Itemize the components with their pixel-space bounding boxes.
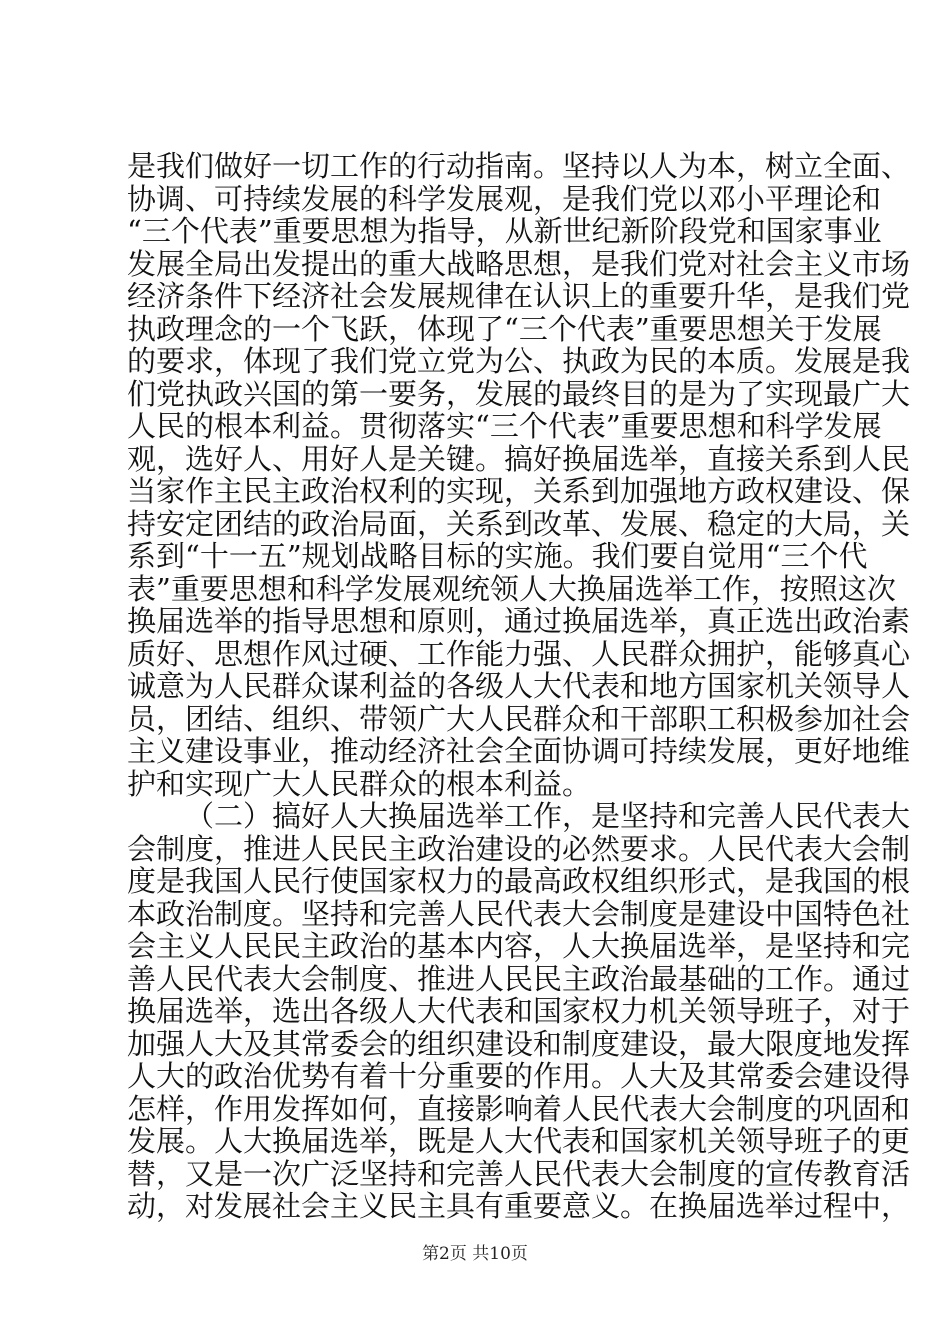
- text-line: 诚意为人民群众谋利益的各级人大代表和地方国家机关领导人: [127, 669, 911, 703]
- text-line: 质好、思想作风过硬、工作能力强、人民群众拥护，能够真心: [127, 636, 911, 671]
- text-line: 们党执政兴国的第一要务，发展的最终目的是为了实现最广大: [127, 376, 911, 411]
- text-line: “三个代表”重要思想为指导，从新世纪新阶段党和国家事业: [127, 214, 882, 248]
- page-footer: 第2页 共10页: [422, 1244, 528, 1264]
- text-line: 度是我国人民行使国家权力的最高政权组织形式，是我国的根: [127, 864, 911, 898]
- text-line: 人民的根本利益。贯彻落实“三个代表”重要思想和科学发展: [127, 409, 882, 443]
- text-line: 人大的政治优势有着十分重要的作用。人大及其常委会建设得: [127, 1059, 911, 1093]
- text-line: 执政理念的一个飞跃，体现了“三个代表”重要思想关于发展: [127, 311, 882, 346]
- text-line: 表”重要思想和科学发展观统领人大换届选举工作，按照这次: [127, 571, 896, 606]
- text-line: 会制度，推进人民民主政治建设的必然要求。人民代表大会制: [127, 831, 911, 866]
- paragraph-1: [127, 149, 911, 801]
- text-line: 会主义人民民主政治的基本内容，人大换届选举，是坚持和完: [127, 929, 911, 963]
- text-line: 换届选举的指导思想和原则，通过换届选举，真正选出政治素: [127, 604, 911, 638]
- text-line: 善人民代表大会制度、推进人民民主政治最基础的工作。通过: [127, 961, 911, 996]
- text-line: （二）搞好人大换届选举工作，是坚持和完善人民代表大: [185, 799, 911, 833]
- text-line: 持安定团结的政治局面，关系到改革、发展、稳定的大局，关: [127, 506, 911, 541]
- text-line: 加强人大及其常委会的组织建设和制度建设，最大限度地发挥: [127, 1026, 911, 1061]
- text-line: 本政治制度。坚持和完善人民代表大会制度是建设中国特色社: [127, 896, 911, 931]
- text-line: 当家作主民主政治权利的实现，关系到加强地方政权建设、保: [127, 474, 911, 508]
- text-line: 护和实现广大人民群众的根本利益。: [127, 766, 592, 801]
- document-body: [127, 149, 911, 1223]
- text-line: 发展。人大换届选举，既是人大代表和国家机关领导班子的更: [127, 1124, 911, 1158]
- text-line: 协调、可持续发展的科学发展观，是我们党以邓小平理论和: [127, 181, 882, 216]
- text-line: 动，对发展社会主义民主具有重要意义。在换届选举过程中，: [127, 1189, 911, 1223]
- text-line: 主义建设事业，推动经济社会全面协调可持续发展，更好地维: [127, 734, 911, 768]
- text-line: 观，选好人、用好人是关键。搞好换届选举，直接关系到人民: [127, 441, 911, 476]
- text-line: 怎样，作用发挥如何，直接影响着人民代表大会制度的巩固和: [127, 1091, 911, 1126]
- text-line: 是我们做好一切工作的行动指南。坚持以人为本，树立全面、: [127, 149, 911, 183]
- paragraph-2: [127, 799, 911, 1223]
- text-line: 的要求，体现了我们党立党为公、执政为民的本质。发展是我: [127, 344, 911, 378]
- text-line: 经济条件下经济社会发展规律在认识上的重要升华，是我们党: [127, 279, 911, 313]
- text-line: 替，又是一次广泛坚持和完善人民代表大会制度的宣传教育活: [127, 1156, 911, 1191]
- text-line: 发展全局出发提出的重大战略思想，是我们党对社会主义市场: [127, 246, 911, 281]
- text-line: 系到“十一五”规划战略目标的实施。我们要自觉用“三个代: [127, 539, 868, 573]
- text-line: 员，团结、组织、带领广大人民群众和干部职工积极参加社会: [127, 701, 911, 736]
- text-line: 换届选举，选出各级人大代表和国家权力机关领导班子，对于: [127, 994, 911, 1028]
